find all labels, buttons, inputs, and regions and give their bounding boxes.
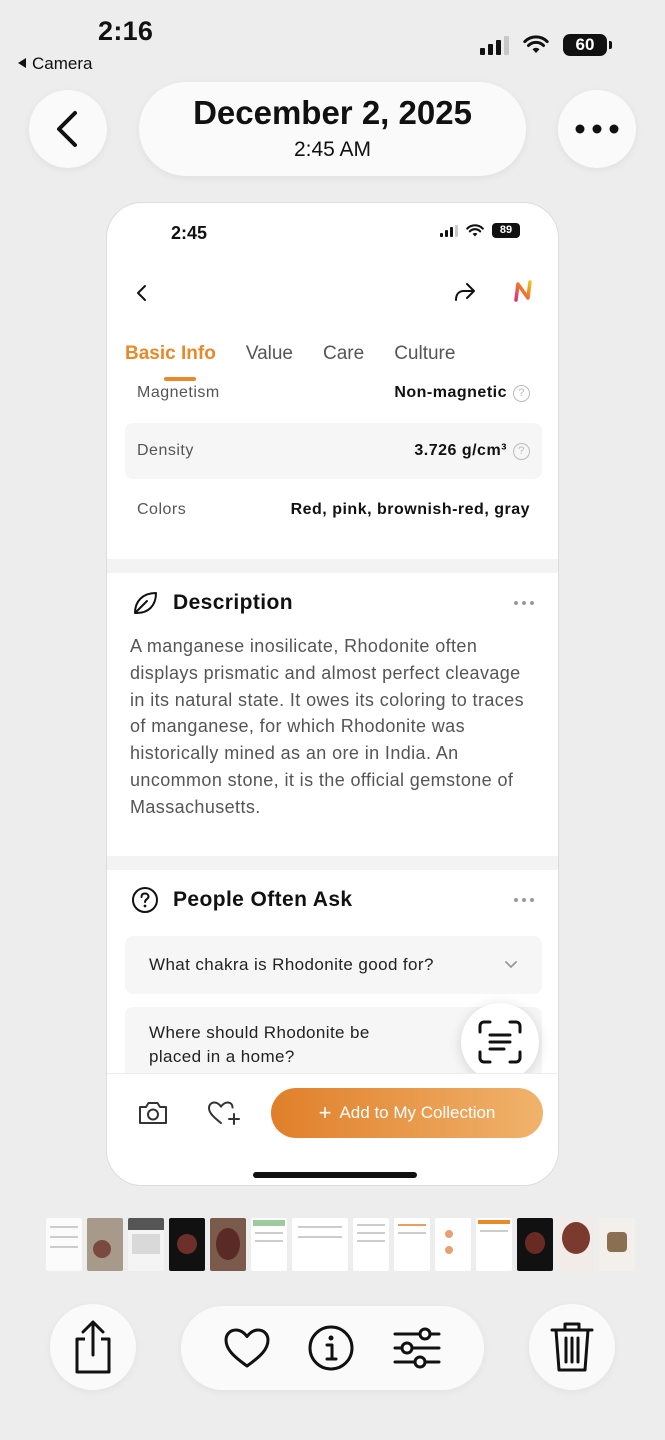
tab-culture[interactable]: Culture (394, 343, 456, 364)
info-icon[interactable] (307, 1324, 355, 1372)
back-triangle-icon (18, 58, 26, 68)
property-value: Red, pink, brownish-red, gray (290, 501, 530, 518)
inner-status-time: 2:45 (171, 223, 208, 243)
share-icon (70, 1319, 116, 1375)
wifi-icon (523, 35, 549, 55)
photo-date-pill (139, 82, 526, 176)
adjustments-icon[interactable] (392, 1327, 442, 1369)
add-to-collection-label: Add to My Collection (339, 1103, 496, 1122)
description-header (131, 589, 293, 617)
thumbnail[interactable] (128, 1218, 164, 1271)
back-button[interactable] (29, 90, 107, 168)
property-value: 3.726 g/cm³ (414, 442, 507, 459)
description-more-icon[interactable] (514, 601, 534, 605)
cellular-signal-icon (480, 35, 509, 55)
inner-status-icons (440, 223, 520, 238)
property-row-colors (125, 482, 542, 538)
status-icons (480, 34, 607, 56)
property-label: Colors (137, 501, 187, 518)
inner-wifi-icon (466, 224, 484, 238)
thumbnail[interactable] (169, 1218, 205, 1271)
leaf-icon (131, 589, 159, 617)
help-icon[interactable]: ? (513, 385, 530, 402)
thumbnail[interactable] (353, 1218, 389, 1271)
faq-title: People Often Ask (173, 888, 353, 911)
ellipsis-icon (574, 124, 620, 134)
faq-question: Where should Rhodonite be placed in a home? (149, 1023, 370, 1066)
screenshot-preview (106, 202, 559, 1186)
delete-button[interactable] (529, 1304, 615, 1390)
battery-indicator: 60 (563, 34, 607, 56)
tab-care[interactable]: Care (323, 343, 365, 364)
thumbnail[interactable] (46, 1218, 82, 1271)
camera-icon[interactable] (137, 1100, 169, 1126)
faq-header (131, 886, 353, 914)
chevron-down-icon (504, 960, 518, 970)
status-time: 2:16 (98, 16, 154, 46)
faq-question: What chakra is Rhodonite good for? (149, 955, 434, 974)
scan-text-button[interactable] (461, 1003, 539, 1081)
bottom-action-bar (107, 1073, 559, 1186)
photo-actions-pill (181, 1306, 484, 1390)
app-logo-icon[interactable] (513, 279, 535, 303)
description-text: A manganese inosilicate, Rhodonite often displays prismatic and almost perfect cleavage in its natural state. It owes its coloring to traces of manganese, for which Rhodonite was historically mined as an ore in India. An uncommon stone, it is the official gemstone of Massachusetts. (130, 636, 524, 817)
photo-time: 2:45 AM (293, 138, 372, 161)
tab-value[interactable]: Value (245, 343, 293, 364)
thumbnail[interactable] (599, 1218, 635, 1271)
property-row-magnetism (125, 365, 542, 421)
scan-text-icon (476, 1018, 524, 1066)
inner-battery: 89 (492, 223, 520, 238)
thumbnail[interactable] (210, 1218, 246, 1271)
trash-icon (550, 1320, 594, 1374)
back-to-camera-label: Camera (32, 54, 93, 73)
faq-item[interactable] (125, 936, 542, 994)
property-row-density (125, 423, 542, 479)
property-label: Density (137, 442, 194, 459)
description-title: Description (173, 591, 293, 614)
thumbnail[interactable] (87, 1218, 123, 1271)
thumbnail[interactable] (251, 1218, 287, 1271)
help-icon[interactable]: ? (513, 443, 530, 460)
question-circle-icon (131, 886, 159, 914)
property-value: Non-magnetic (394, 384, 507, 401)
heart-add-icon[interactable] (207, 1100, 241, 1126)
thumbnail[interactable] (292, 1218, 348, 1271)
share-arrow-icon[interactable] (453, 281, 477, 303)
share-button[interactable] (50, 1304, 136, 1390)
thumbnail[interactable] (558, 1218, 594, 1271)
thumbnail-strip (46, 1218, 635, 1271)
chevron-left-icon (53, 109, 83, 149)
inner-signal-icon (440, 225, 458, 237)
section-divider (107, 856, 559, 870)
section-divider (107, 559, 559, 573)
property-label: Magnetism (137, 384, 220, 401)
inner-back-icon[interactable] (135, 283, 149, 303)
thumbnail[interactable] (435, 1218, 471, 1271)
add-to-collection-button[interactable] (271, 1088, 543, 1138)
more-button[interactable] (558, 90, 636, 168)
thumbnail[interactable] (476, 1218, 512, 1271)
photo-date: December 2, 2025 (193, 94, 472, 131)
plus-icon: + (318, 1100, 332, 1125)
tab-basic-info[interactable]: Basic Info (125, 343, 216, 364)
faq-more-icon[interactable] (514, 898, 534, 902)
thumbnail[interactable] (394, 1218, 430, 1271)
back-to-camera-link[interactable] (18, 54, 92, 74)
tab-bar (125, 343, 455, 365)
heart-icon[interactable] (223, 1327, 271, 1369)
home-indicator (253, 1172, 417, 1178)
thumbnail[interactable] (517, 1218, 553, 1271)
